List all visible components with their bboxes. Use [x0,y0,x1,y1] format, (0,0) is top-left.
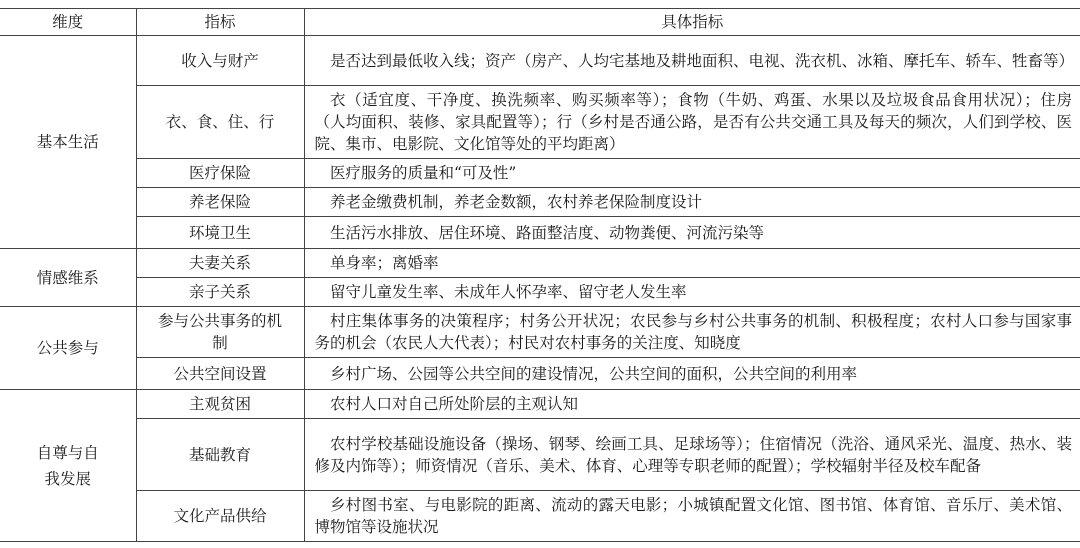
indicator-cell: 主观贫困 [136,390,304,419]
detail-cell: 生活污水排放、居住环境、路面整洁度、动物粪便、河流污染等 [304,217,1080,249]
dimension-cell: 基本生活 [0,36,136,249]
header-row [0,9,1080,36]
table-row [0,358,1080,390]
dimension-cell: 公共参与 [0,307,136,390]
indicator-cell: 收入与财产 [136,36,304,86]
table-row [0,419,1080,491]
header-indicator: 指标 [136,9,304,36]
detail-cell: 单身率；离婚率 [304,249,1080,278]
table-row [0,491,1080,542]
header-detail: 具体指标 [304,9,1080,36]
table-row [0,159,1080,188]
dimension-cell: 情感维系 [0,249,136,307]
table-row [0,278,1080,307]
indicator-table [0,8,1080,542]
detail-cell: 乡村图书室、与电影院的距离、流动的露天电影；小城镇配置文化馆、图书馆、体育馆、音乐厅、美术馆、博物馆等设施状况 [304,491,1080,542]
indicator-cell: 公共空间设置 [136,358,304,390]
table-row [0,217,1080,249]
detail-cell: 乡村广场、公园等公共空间的建设情况，公共空间的面积，公共空间的利用率 [304,358,1080,390]
header-dimension: 维度 [0,9,136,36]
detail-cell: 衣（适宜度、干净度、换洗频率、购买频率等）；食物（牛奶、鸡蛋、水果以及垃圾食品食用状况）；住房（人均面积、装修、家具配置等）；行（乡村是否通公路，是否有公共交通工具及每天的频次，人们到学校、医院、集市、电影院、文化馆等处的平均距离） [304,86,1080,159]
table-row [0,36,1080,86]
indicator-cell: 夫妻关系 [136,249,304,278]
table-row [0,249,1080,278]
detail-cell: 留守儿童发生率、未成年人怀孕率、留守老人发生率 [304,278,1080,307]
detail-cell: 养老金缴费机制，养老金数额，农村养老保险制度设计 [304,188,1080,217]
table-row [0,86,1080,159]
indicator-cell: 养老保险 [136,188,304,217]
indicator-cell: 文化产品供给 [136,491,304,542]
detail-cell: 村庄集体事务的决策程序；村务公开状况；农民参与乡村公共事务的机制、积极程度；农村人口参与国家事务的机会（农民人大代表）；村民对农村事务的关注度、知晓度 [304,307,1080,358]
indicator-cell: 衣、食、住、行 [136,86,304,159]
indicator-cell: 基础教育 [136,419,304,491]
table-row [0,188,1080,217]
table-row [0,307,1080,358]
indicator-cell: 亲子关系 [136,278,304,307]
detail-cell: 农村人口对自己所处阶层的主观认知 [304,390,1080,419]
indicator-cell: 医疗保险 [136,159,304,188]
table-row [0,390,1080,419]
dimension-cell: 自尊与自我发展 [0,390,136,542]
detail-cell: 医疗服务的质量和“可及性” [304,159,1080,188]
detail-cell: 是否达到最低收入线；资产（房产、人均宅基地及耕地面积、电视、洗衣机、冰箱、摩托车、轿车、牲畜等） [304,36,1080,86]
detail-cell: 农村学校基础设施设备（操场、钢琴、绘画工具、足球场等）；住宿情况（洗浴、通风采光、温度、热水、装修及内饰等）；师资情况（音乐、美术、体育、心理等专职老师的配置）；学校辐射半径及校车配备 [304,419,1080,491]
indicator-cell: 环境卫生 [136,217,304,249]
indicator-cell: 参与公共事务的机制 [136,307,304,358]
